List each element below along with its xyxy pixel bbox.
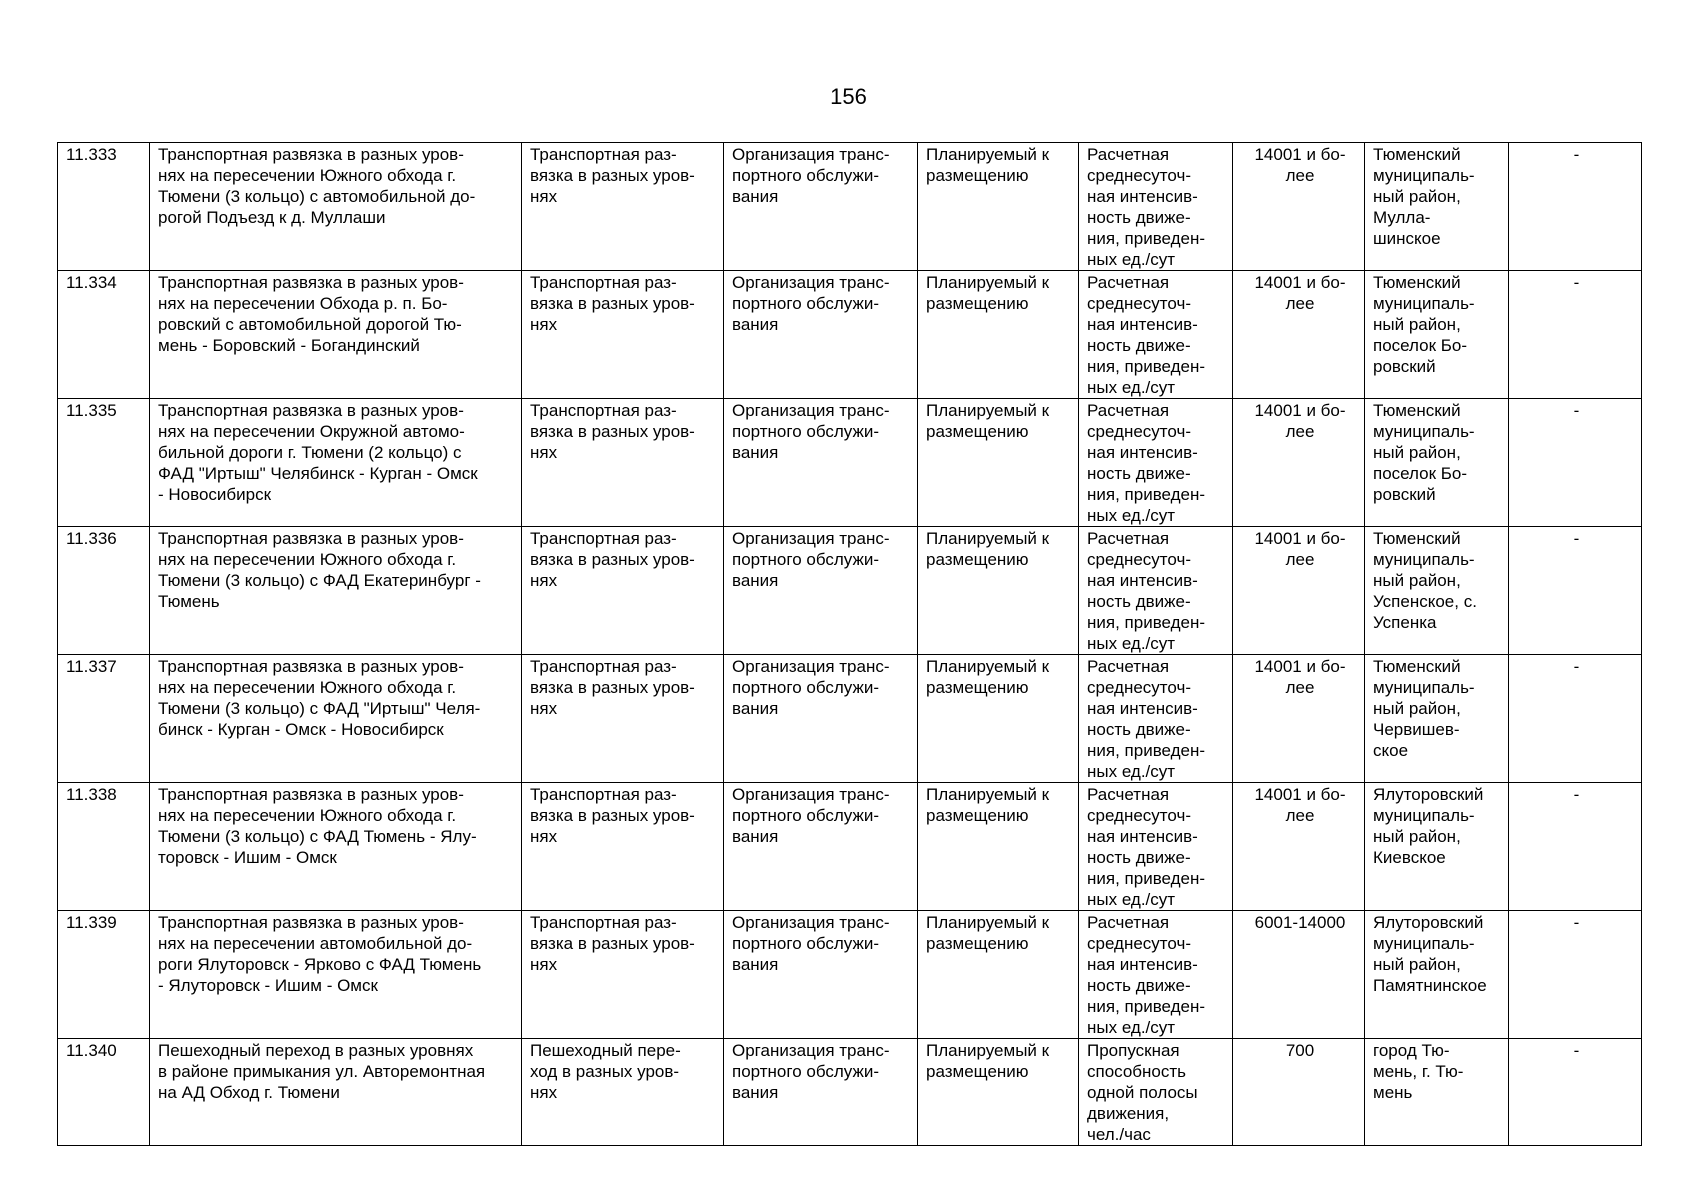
cell-value (1233, 271, 1365, 399)
cell-name (150, 783, 522, 911)
cell-extra-text: - (1573, 785, 1580, 804)
cell-purpose (724, 143, 918, 271)
cell-purpose-text: Организация транс- портного обслужи- вания (732, 785, 890, 846)
cell-type (522, 655, 724, 783)
cell-status (918, 527, 1079, 655)
cell-status (918, 783, 1079, 911)
cell-value-text: 6001-14000 (1254, 913, 1346, 932)
cell-location-text: Тюменский муниципаль- ный район, Мулла- шинское (1373, 145, 1475, 248)
cell-location (1365, 911, 1509, 1039)
cell-number-text: 11.338 (66, 785, 117, 804)
cell-type-text: Транспортная раз- вязка в разных уров- нях (530, 145, 695, 206)
cell-characteristic (1079, 399, 1233, 527)
cell-extra-text: - (1573, 145, 1580, 164)
cell-purpose (724, 911, 918, 1039)
cell-purpose-text: Организация транс- портного обслужи- вания (732, 401, 890, 462)
cell-number (58, 783, 150, 911)
cell-extra (1509, 911, 1642, 1039)
cell-status-text: Планируемый к размещению (926, 529, 1050, 569)
cell-status (918, 143, 1079, 271)
cell-extra (1509, 655, 1642, 783)
cell-name (150, 911, 522, 1039)
cell-type (522, 271, 724, 399)
cell-location (1365, 527, 1509, 655)
cell-value (1233, 655, 1365, 783)
cell-number (58, 527, 150, 655)
cell-extra (1509, 399, 1642, 527)
cell-value (1233, 911, 1365, 1039)
cell-type-text: Транспортная раз- вязка в разных уров- нях (530, 401, 695, 462)
cell-number-text: 11.335 (66, 401, 117, 420)
cell-extra-text: - (1573, 529, 1580, 548)
cell-type-text: Транспортная раз- вязка в разных уров- нях (530, 273, 695, 334)
cell-location (1365, 1039, 1509, 1146)
cell-name (150, 399, 522, 527)
cell-name-text: Транспортная развязка в разных уров- нях на пересечении Обхода р. п. Бо- ровский с автомобильной дорогой Тю- мень - Боровский - Богандинский (158, 273, 464, 355)
table-row (58, 143, 1642, 271)
table-row (58, 783, 1642, 911)
cell-status-text: Планируемый к размещению (926, 1041, 1050, 1081)
cell-status (918, 399, 1079, 527)
table-row (58, 271, 1642, 399)
cell-characteristic (1079, 783, 1233, 911)
cell-purpose-text: Организация транс- портного обслужи- вания (732, 913, 890, 974)
cell-number (58, 271, 150, 399)
cell-location-text: Ялуторовский муниципаль- ный район, Киевское (1373, 785, 1484, 867)
cell-location (1365, 399, 1509, 527)
cell-status-text: Планируемый к размещению (926, 913, 1050, 953)
cell-number (58, 655, 150, 783)
cell-status-text: Планируемый к размещению (926, 273, 1050, 313)
cell-purpose (724, 783, 918, 911)
cell-name (150, 655, 522, 783)
cell-status (918, 655, 1079, 783)
cell-location (1365, 655, 1509, 783)
cell-value (1233, 399, 1365, 527)
cell-extra-text: - (1573, 1041, 1580, 1060)
cell-status-text: Планируемый к размещению (926, 401, 1050, 441)
cell-type-text: Транспортная раз- вязка в разных уров- нях (530, 657, 695, 718)
cell-number (58, 143, 150, 271)
cell-extra-text: - (1573, 273, 1580, 292)
cell-name-text: Пешеходный переход в разных уровнях в районе примыкания ул. Авторемонтная на АД Обход г. Тюмени (158, 1041, 486, 1102)
cell-status-text: Планируемый к размещению (926, 785, 1050, 825)
cell-name-text: Транспортная развязка в разных уров- нях на пересечении Южного обхода г. Тюмени (3 кольцо) с ФАД Екатеринбург - Тюмень (158, 529, 481, 611)
cell-extra-text: - (1573, 913, 1580, 932)
cell-characteristic (1079, 527, 1233, 655)
cell-number-text: 11.334 (66, 273, 117, 292)
cell-value-text: 14001 и бо- лее (1254, 401, 1346, 441)
cell-purpose (724, 399, 918, 527)
cell-extra (1509, 527, 1642, 655)
cell-characteristic (1079, 655, 1233, 783)
cell-characteristic (1079, 911, 1233, 1039)
cell-location (1365, 143, 1509, 271)
cell-location-text: Тюменский муниципаль- ный район, поселок Бо- ровский (1373, 273, 1475, 376)
cell-characteristic (1079, 143, 1233, 271)
cell-name (150, 1039, 522, 1146)
cell-number-text: 11.333 (66, 145, 117, 164)
cell-name-text: Транспортная развязка в разных уров- нях на пересечении автомобильной до- роги Ялуторовск - Ярково с ФАД Тюмень - Ялуторовск - Ишим - Омск (158, 913, 482, 995)
cell-name (150, 527, 522, 655)
cell-status (918, 1039, 1079, 1146)
cell-value-text: 14001 и бо- лее (1254, 785, 1346, 825)
cell-location (1365, 783, 1509, 911)
cell-name-text: Транспортная развязка в разных уров- нях на пересечении Южного обхода г. Тюмени (3 кольцо) с ФАД Тюмень - Ялу- торовск - Ишим - Омск (158, 785, 477, 867)
cell-purpose (724, 527, 918, 655)
cell-name-text: Транспортная развязка в разных уров- нях на пересечении Окружной автомо- бильной дороги г. Тюмени (2 кольцо) с ФАД "Иртыш" Челябинск - Курган - Омск - Новосибирск (158, 401, 478, 504)
cell-characteristic-text: Расчетная среднесуточ- ная интенсив- ность движе- ния, приведен- ных ед./сут (1087, 913, 1206, 1037)
cell-characteristic-text: Расчетная среднесуточ- ная интенсив- ность движе- ния, приведен- ных ед./сут (1087, 529, 1206, 653)
cell-extra (1509, 271, 1642, 399)
table-row (58, 655, 1642, 783)
cell-value (1233, 783, 1365, 911)
cell-characteristic-text: Расчетная среднесуточ- ная интенсив- ность движе- ния, приведен- ных ед./сут (1087, 145, 1206, 269)
cell-location-text: Тюменский муниципаль- ный район, Успенское, с. Успенка (1373, 529, 1477, 632)
cell-extra (1509, 783, 1642, 911)
cell-characteristic-text: Расчетная среднесуточ- ная интенсив- ность движе- ния, приведен- ных ед./сут (1087, 273, 1206, 397)
cell-type-text: Транспортная раз- вязка в разных уров- нях (530, 785, 695, 846)
cell-number-text: 11.336 (66, 529, 117, 548)
table-row (58, 399, 1642, 527)
cell-name-text: Транспортная развязка в разных уров- нях на пересечении Южного обхода г. Тюмени (3 кольцо) с автомобильной до- рогой Подъезд к д. Муллаши (158, 145, 476, 227)
cell-type (522, 911, 724, 1039)
cell-number (58, 1039, 150, 1146)
cell-location-text: Тюменский муниципаль- ный район, поселок Бо- ровский (1373, 401, 1475, 504)
cell-type-text: Транспортная раз- вязка в разных уров- нях (530, 913, 695, 974)
cell-purpose (724, 655, 918, 783)
cell-value (1233, 527, 1365, 655)
cell-value-text: 14001 и бо- лее (1254, 273, 1346, 313)
cell-value-text: 14001 и бо- лее (1254, 529, 1346, 569)
cell-characteristic-text: Расчетная среднесуточ- ная интенсив- ность движе- ния, приведен- ных ед./сут (1087, 785, 1206, 909)
cell-purpose (724, 1039, 918, 1146)
cell-type (522, 783, 724, 911)
cell-type-text: Пешеходный пере- ход в разных уров- нях (530, 1041, 681, 1102)
cell-purpose-text: Организация транс- портного обслужи- вания (732, 529, 890, 590)
cell-location-text: город Тю- мень, г. Тю- мень (1373, 1041, 1464, 1102)
cell-value (1233, 1039, 1365, 1146)
table-row (58, 527, 1642, 655)
cell-number (58, 911, 150, 1039)
cell-type (522, 143, 724, 271)
cell-location-text: Тюменский муниципаль- ный район, Червишев- ское (1373, 657, 1475, 760)
cell-type-text: Транспортная раз- вязка в разных уров- нях (530, 529, 695, 590)
cell-characteristic (1079, 1039, 1233, 1146)
cell-purpose-text: Организация транс- портного обслужи- вания (732, 145, 890, 206)
cell-purpose-text: Организация транс- портного обслужи- вания (732, 1041, 890, 1102)
cell-extra (1509, 143, 1642, 271)
table-row (58, 911, 1642, 1039)
cell-characteristic-text: Пропускная способность одной полосы движения, чел./час (1087, 1041, 1198, 1144)
cell-location (1365, 271, 1509, 399)
cell-purpose (724, 271, 918, 399)
cell-number-text: 11.340 (66, 1041, 117, 1060)
cell-type (522, 399, 724, 527)
objects-table (57, 142, 1642, 1146)
cell-number (58, 399, 150, 527)
cell-value (1233, 143, 1365, 271)
cell-name (150, 143, 522, 271)
cell-purpose-text: Организация транс- портного обслужи- вания (732, 273, 890, 334)
cell-extra (1509, 1039, 1642, 1146)
cell-location-text: Ялуторовский муниципаль- ный район, Памятнинское (1373, 913, 1487, 995)
cell-status (918, 911, 1079, 1039)
cell-type (522, 527, 724, 655)
cell-value-text: 700 (1285, 1041, 1315, 1060)
cell-number-text: 11.337 (66, 657, 117, 676)
cell-type (522, 1039, 724, 1146)
cell-status-text: Планируемый к размещению (926, 657, 1050, 697)
cell-value-text: 14001 и бо- лее (1254, 145, 1346, 185)
cell-status-text: Планируемый к размещению (926, 145, 1050, 185)
cell-number-text: 11.339 (66, 913, 117, 932)
cell-name-text: Транспортная развязка в разных уров- нях на пересечении Южного обхода г. Тюмени (3 кольцо) с ФАД "Иртыш" Челя- бинск - Курган - Омск - Новосибирск (158, 657, 481, 739)
cell-characteristic-text: Расчетная среднесуточ- ная интенсив- ность движе- ния, приведен- ных ед./сут (1087, 657, 1206, 781)
cell-value-text: 14001 и бо- лее (1254, 657, 1346, 697)
page-number: 156 (830, 84, 867, 109)
cell-status (918, 271, 1079, 399)
cell-name (150, 271, 522, 399)
cell-extra-text: - (1573, 401, 1580, 420)
table-row (58, 1039, 1642, 1146)
cell-characteristic-text: Расчетная среднесуточ- ная интенсив- ность движе- ния, приведен- ных ед./сут (1087, 401, 1206, 525)
cell-extra-text: - (1573, 657, 1580, 676)
cell-purpose-text: Организация транс- портного обслужи- вания (732, 657, 890, 718)
cell-characteristic (1079, 271, 1233, 399)
